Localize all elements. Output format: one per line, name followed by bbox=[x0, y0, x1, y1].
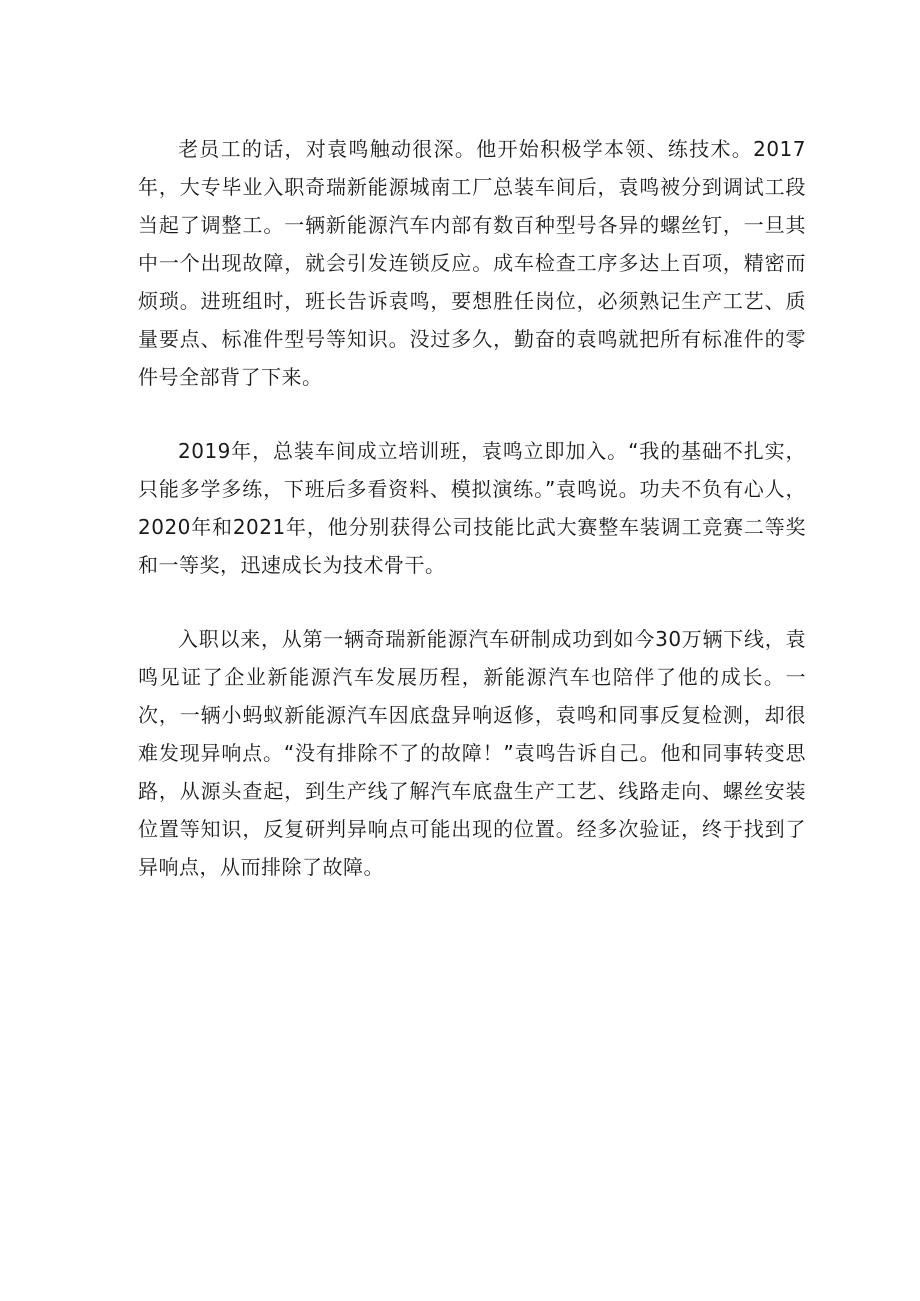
paragraph-3: 入职以来，从第一辆奇瑞新能源汽车研制成功到如今30万辆下线，袁鸣见证了企业新能源汽车发展历程，新能源汽车也陪伴了他的成长。一次，一辆小蚂蚁新能源汽车因底盘异响返修，袁鸣和同事反复检测，却很难发现异响点。“没有排除不了的故障！”袁鸣告诉自己。他和同事转变思路，从源头查起，到生产线了解汽车底盘生产工艺、线路走向、螺丝安装位置等知识，反复研判异响点可能出现的位置。经多次验证，终于找到了异响点，从而排除了故障。 bbox=[138, 627, 806, 879]
paragraph-2: 2019年，总装车间成立培训班，袁鸣立即加入。“我的基础不扎实，只能多学多练，下班后多看资料、模拟演练。”袁鸣说。功夫不负有心人，2020年和2021年，他分别获得公司技能比武大赛整车装调工竞赛二等奖和一等奖，迅速成长为技术骨干。 bbox=[138, 439, 806, 577]
document-body bbox=[138, 130, 806, 922]
paragraph-1: 老员工的话，对袁鸣触动很深。他开始积极学本领、练技术。2017年，大专毕业入职奇瑞新能源城南工厂总装车间后，袁鸣被分到调试工段当起了调整工。一辆新能源汽车内部有数百种型号各异的螺丝钉，一旦其中一个出现故障，就会引发连锁反应。成车检查工序多达上百项，精密而烦琐。进班组时，班长告诉袁鸣，要想胜任岗位，必须熟记生产工艺、质量要点、标准件型号等知识。没过多久，勤奋的袁鸣就把所有标准件的零件号全部背了下来。 bbox=[138, 137, 806, 389]
